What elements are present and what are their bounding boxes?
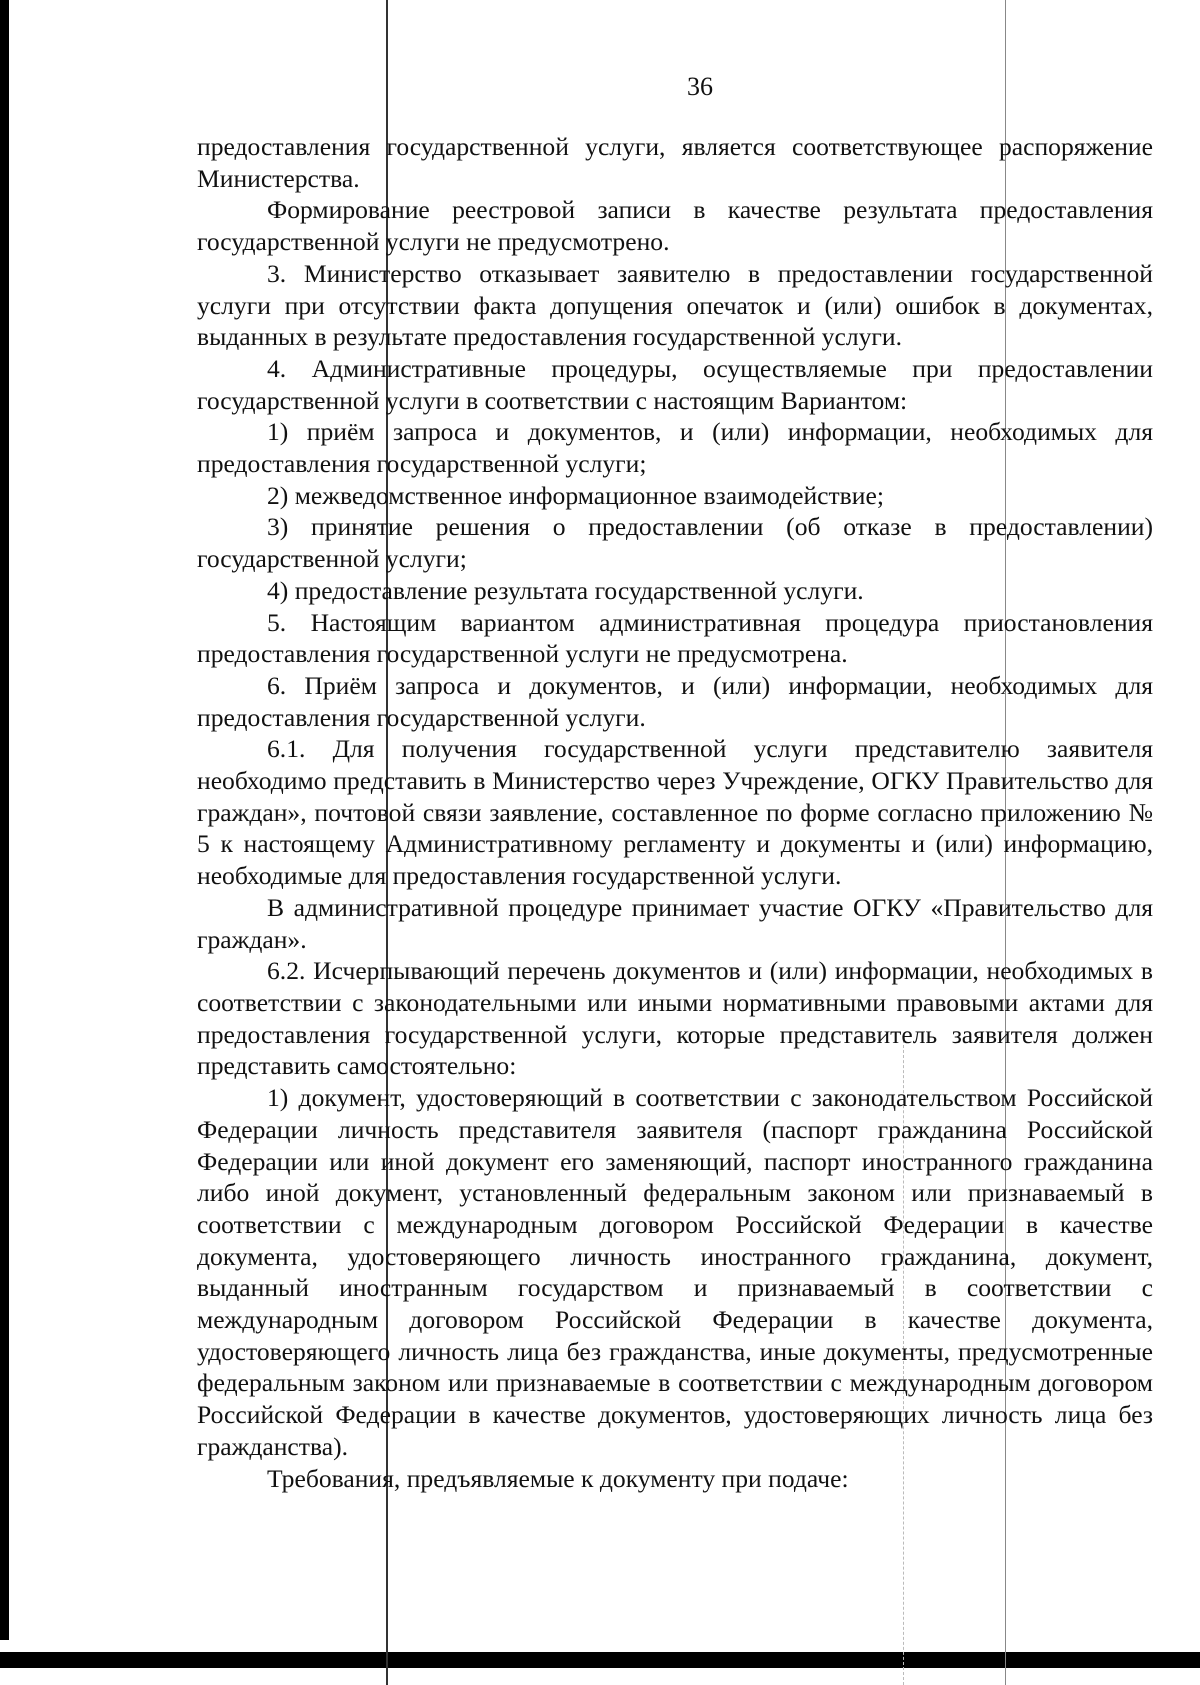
paragraph-item-6-2: 6.2. Исчерпывающий перечень документов и (или) информации, необходимых в соответствии с законодательными или иными нормативными правовыми актами для предоставления государственной услуги, которые представитель заявителя должен представить самостоятельно: bbox=[197, 956, 1153, 1081]
paragraph-continuation: предоставления государственной услуги, является соответствующее распоряжение Министерства. bbox=[197, 132, 1153, 193]
scan-edge-bottom bbox=[0, 1652, 1200, 1668]
list-item: 1) документ, удостоверяющий в соответствии с законодательством Российской Федерации личность представителя заявителя (паспорт гражданина Российской Федерации или иной документ его заменяющий, паспорт иностранного гражданина либо иной документ, установленный федеральным законом или признаваемый в соответствии с международным договором Российской Федерации в качестве документа, удостоверяющего личность иностранного гражданина, документ, выданный иностранным государством и признаваемый в соответствии с международным договором Российской Федерации в качестве документа, удостоверяющего личность лица без гражданства, иные документы, предусмотренные федеральным законом или признаваемые в соответствии с международным договором Российской Федерации в качестве документов, удостоверяющих личность лица без гражданства). bbox=[197, 1083, 1153, 1461]
scan-edge-left bbox=[0, 0, 9, 1640]
list-item: 3) принятие решения о предоставлении (об отказе в предоставлении) государственной услуги; bbox=[197, 512, 1153, 574]
paragraph-item-4: 4. Административные процедуры, осуществляемые при предоставлении государственной услуги в соответствии с настоящим Вариантом: bbox=[197, 353, 1153, 415]
list-item: 4) предоставление результата государственной услуги. bbox=[267, 575, 864, 605]
list-item: 1) приём запроса и документов, и (или) информации, необходимых для предоставления государственной услуги; bbox=[197, 417, 1153, 479]
list-item: 2) межведомственное информационное взаимодействие; bbox=[267, 480, 884, 510]
paragraph-item-5: 5. Настоящим вариантом административная процедура приостановления предоставления государственной услуги не предусмотрена. bbox=[197, 607, 1153, 669]
paragraph-item-3: 3. Министерство отказывает заявителю в предоставлении государственной услуги при отсутствии факта допущения опечаток и (или) ошибок в документах, выданных в результате предоставления государственной услуги. bbox=[197, 258, 1153, 352]
paragraph: Формирование реестровой записи в качестве результата предоставления государственной услуги не предусмотрено. bbox=[197, 195, 1153, 257]
paragraph: В административной процедуре принимает участие ОГКУ «Правительство для граждан». bbox=[197, 892, 1153, 954]
paragraph-item-6: 6. Приём запроса и документов, и (или) информации, необходимых для предоставления государственной услуги. bbox=[197, 670, 1153, 732]
paragraph: Требования, предъявляемые к документу при подаче: bbox=[267, 1463, 849, 1493]
paragraph-item-6-1: 6.1. Для получения государственной услуги представителю заявителя необходимо представить в Министерство через Учреждение, ОГКУ Правительство для граждан», почтовой связи заявление, составленное по форме согласно приложению № 5 к настоящему Административному регламенту и документы и (или) информацию, необходимые для предоставления государственной услуги. bbox=[197, 734, 1153, 891]
page-number: 36 bbox=[687, 72, 713, 101]
document-body bbox=[197, 131, 1153, 1494]
